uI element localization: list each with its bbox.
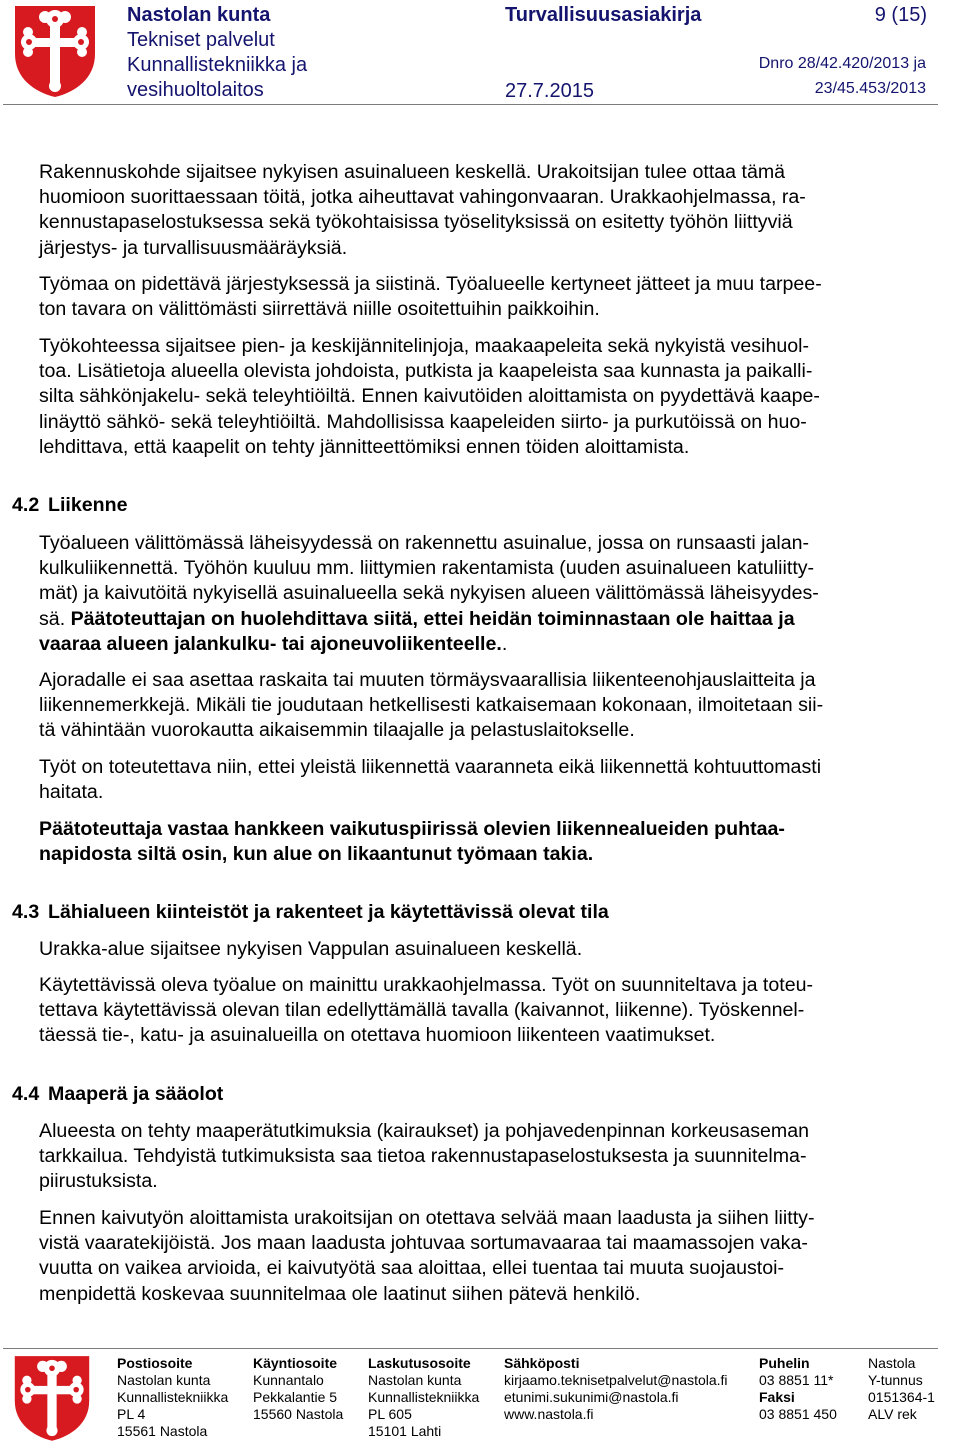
section-number: 4.2 — [12, 494, 40, 516]
footer-divider — [3, 1348, 938, 1349]
text-line: kulkuliikennettä. Työhön kuuluu mm. liittymien rakentamista (uuden asuinalueen katuliitty- — [39, 557, 815, 580]
text-line: Rakennuskohde sijaitsee nykyisen asuinalueen keskellä. Urakoitsijan tulee ottaa tämä — [39, 161, 786, 183]
org-line-1: Nastolan kunta — [127, 4, 271, 26]
text-line: vistä vaaratekijöistä. Jos maan laadusta johtuvaa sortumavaaraa tai maamassojen vaka- — [39, 1232, 808, 1255]
text-line: Alueesta on tehty maaperätutkimuksia (kairaukset) ja pohjavedenpinnan korkeusaseman — [39, 1120, 810, 1142]
text-line: liikennemerkkejä. Mikäli tie joudutaan hetkellisesti katkaisemaan kokonaan, ilmoitetaan sii- — [39, 694, 824, 717]
text-line: Urakka-alue sijaitsee nykyisen Vappulan asuinalueen keskellä. — [39, 938, 583, 960]
footer-line: PL 4 — [117, 1406, 146, 1422]
text-line: Käytettävissä oleva työalue on mainittu urakkaohjelmassa. Työt on suunniteltava ja toteu- — [39, 974, 814, 996]
text-line: menpidettä koskevaa suunnitelmaa ole laatinut siihen pätevä henkilö. — [39, 1282, 641, 1305]
coat-of-arms-logo-icon — [12, 1354, 92, 1442]
footer-line: Nastolan kunta — [117, 1372, 211, 1388]
text-line: lehdittava, että kaapelit on tehty jännitteettömiksi ennen töiden aloittamista. — [39, 435, 690, 458]
footer-business-id — [868, 1355, 935, 1423]
org-line-2: Tekniset palvelut — [127, 29, 275, 51]
text-line: Työalueen välittömässä läheisyydessä on rakennettu asuinalue, jossa on runsaasti jalan- — [39, 532, 810, 554]
dnro-line-2: 23/45.453/2013 — [814, 80, 926, 97]
footer-line: Nastolan kunta — [368, 1372, 462, 1388]
nearby-paragraph-2 — [39, 973, 929, 1049]
footer-line: 03 8851 11* — [759, 1372, 834, 1388]
text-line: vuutta on vaikea arvioida, ei kaivutyötä saa aloittaa, ellei tuentaa tai muuta suojaustoi- — [39, 1257, 785, 1280]
footer-line: Nastola — [868, 1355, 916, 1371]
text-line: Ajoradalle ei saa asettaa raskaita tai muuten törmäysvaarallisia liikenteenohjauslaitteita ja — [39, 669, 816, 691]
footer-heading: Käyntiosoite — [253, 1355, 338, 1371]
footer-line: Kunnallistekniikka — [117, 1389, 229, 1405]
intro-paragraph-3 — [39, 334, 929, 460]
footer-email — [504, 1355, 728, 1423]
text-line: piirustuksista. — [39, 1170, 158, 1193]
text-line: täessä tie-, katu- ja asuinalueilla on otettava huomioon liikenteen vaatimukset. — [39, 1024, 716, 1047]
section-title: Maaperä ja sääolot — [48, 1083, 224, 1105]
footer-heading: Laskutusosoite — [368, 1355, 471, 1371]
footer-line: 0151364-1 — [868, 1389, 935, 1405]
text-line: huomioon suorittaessaan töitä, jotka aiheuttavat vahingonvaaran. Urakkaohjelmassa, ra- — [39, 186, 806, 209]
footer-line: 15101 Lahti — [368, 1423, 442, 1439]
footer-email-link[interactable]: kirjaamo.teknisetpalvelut@nastola.fi — [504, 1372, 728, 1388]
text-line: Työt on toteutettava niin, ettei yleistä liikennettä vaaranneta eikä liikennettä kohtuuttomasti — [39, 756, 822, 778]
footer-line: 03 8851 450 — [759, 1406, 837, 1422]
text-line: tä vähintään vuorokautta aikaisemmin tilaajalle ja pelastuslaitokselle. — [39, 719, 635, 742]
footer-line: Pekkalantie 5 — [253, 1389, 338, 1405]
soil-paragraph-2 — [39, 1206, 929, 1307]
text-line: tarkkailua. Tehdyistä tutkimuksista saa tietoa rakennustapaselostuksesta ja suunnitelma- — [39, 1145, 807, 1168]
traffic-paragraph-2 — [39, 668, 929, 744]
dnro-line-1: Dnro 28/42.420/2013 ja — [758, 55, 926, 72]
org-line-3: Kunnallistekniikka ja — [127, 54, 308, 76]
section-title: Liikenne — [48, 494, 128, 516]
text-line: Työmaa on pidettävä järjestyksessä ja siistinä. Työalueelle kertyneet jätteet ja muu tarpee- — [39, 273, 822, 295]
text-line: haitata. — [39, 781, 104, 804]
page-number: 9 (15) — [874, 4, 927, 26]
footer-heading: Puhelin — [759, 1355, 810, 1371]
footer-line: 15561 Nastola — [117, 1423, 208, 1439]
footer-email-link[interactable]: etunimi.sukunimi@nastola.fi — [504, 1389, 679, 1405]
coat-of-arms-logo-icon — [12, 4, 98, 98]
text-fragment: . — [501, 632, 508, 655]
document-title: Turvallisuusasiakirja — [505, 4, 702, 26]
bold-text: vaaraa alueen jalankulku- tai ajoneuvoliikenteelle. — [39, 632, 502, 655]
intro-paragraph-2 — [39, 272, 929, 322]
footer-heading: Faksi — [759, 1389, 795, 1405]
text-line: linäyttö sähkö- sekä teleyhtiöiltä. Mahdollisissa kaapeleiden siirto- ja purkutöissä on huo- — [39, 410, 807, 433]
soil-paragraph-1 — [39, 1119, 929, 1195]
footer-visiting-address — [253, 1355, 343, 1423]
text-line: toa. Lisätietoja alueella olevista johdoista, putkista ja kaapeleista saa kunnasta ja paikalli- — [39, 360, 813, 383]
bold-text: Päätoteuttajan on huolehdittava siitä, ettei heidän toiminnastaan ole haittaa ja — [70, 607, 795, 630]
bold-text-line: napidosta siltä osin, kun alue on likaantunut työmaan takia. — [39, 843, 594, 866]
document-date: 27.7.2015 — [505, 80, 594, 102]
text-line: mät) ja kaivutöitä nykyisellä asuinalueella sekä nykyisen alueen välittömässä läheisyydes- — [39, 582, 819, 605]
traffic-paragraph-4 — [39, 817, 929, 867]
section-heading-4-2 — [12, 493, 128, 518]
section-title: Lähialueen kiinteistöt ja rakenteet ja käytettävissä olevat tila — [48, 901, 609, 923]
intro-paragraph-1 — [39, 160, 929, 261]
footer-billing-address — [368, 1355, 479, 1440]
bold-text-line: Päätoteuttaja vastaa hankkeen vaikutuspiirissä olevien liikennealueiden puhtaa- — [39, 818, 785, 840]
footer-line: 15560 Nastola — [253, 1406, 344, 1422]
section-number: 4.3 — [12, 901, 40, 923]
text-line: ton tavara on välittömästi siirrettävä niille osoitettuihin paikkoihin. — [39, 298, 600, 321]
text-line: Työkohteessa sijaitsee pien- ja keskijännitelinjoja, maakaapeleita sekä nykyistä vesihuol- — [39, 335, 810, 357]
section-heading-4-3 — [12, 900, 609, 925]
footer-postal-address — [117, 1355, 228, 1440]
footer-line: Y-tunnus — [868, 1372, 923, 1388]
nearby-paragraph-1 — [39, 937, 929, 962]
organization-name — [127, 3, 307, 103]
traffic-paragraph-1 — [39, 531, 929, 657]
org-line-4: vesihuoltolaitos — [127, 79, 264, 101]
section-number: 4.4 — [12, 1083, 40, 1105]
footer-line: PL 605 — [368, 1406, 412, 1422]
text-fragment: sä. — [39, 607, 66, 630]
footer-phone — [759, 1355, 837, 1423]
footer-line: Kunnantalo — [253, 1372, 324, 1388]
footer-website-link[interactable]: www.nastola.fi — [504, 1406, 594, 1422]
footer-line: Kunnallistekniikka — [368, 1389, 480, 1405]
text-line: tettava käytettävissä olevan tilan edellyttämällä tavalla (kaivannot, liikenne). Työskennel- — [39, 999, 805, 1022]
footer-heading: Sähköposti — [504, 1355, 580, 1371]
footer-line: ALV rek — [868, 1406, 917, 1422]
traffic-paragraph-3 — [39, 755, 929, 805]
footer-heading: Postiosoite — [117, 1355, 193, 1371]
text-line: järjestys- ja turvallisuusmääräyksiä. — [39, 236, 348, 259]
section-heading-4-4 — [12, 1082, 223, 1107]
text-line: kennustapaselostuksessa sekä työkohtaisissa työselityksissä on esitetty työhön liittyviä — [39, 211, 793, 234]
text-line: silta sähkönjakelu- sekä teleyhtiöiltä. Ennen kaivutöiden aloittamista on pyydettävä kaape- — [39, 385, 820, 408]
text-line: Ennen kaivutyön aloittamista urakoitsijan on otettava selvää maan laadusta ja siihen liitty- — [39, 1207, 815, 1229]
header-divider — [3, 104, 938, 105]
